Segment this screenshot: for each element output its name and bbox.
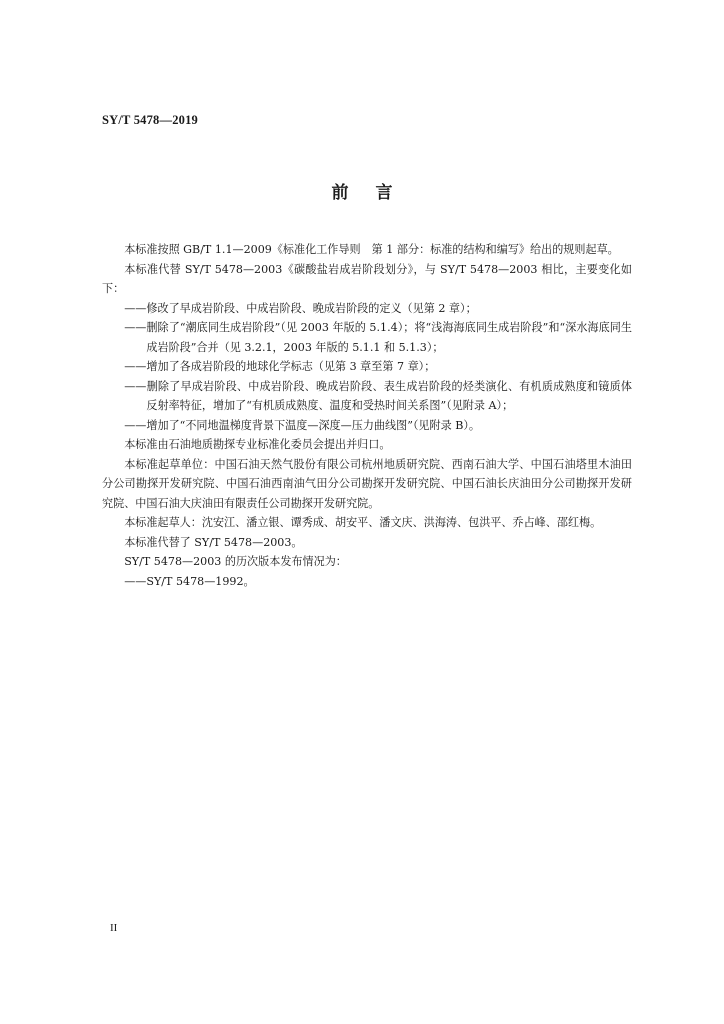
paragraph: SY/T 5478—2003 的历次版本发布情况为： bbox=[124, 555, 347, 568]
paragraph: 本标准按照 GB/T 1.1—2009《标准化工作导则 第 1 部分：标准的结构和编写》给出的规则起草。 bbox=[124, 243, 619, 256]
list-item: ——SY/T 5478—1992。 bbox=[124, 574, 255, 588]
list-item: ——删除了“潮底同生成岩阶段”（见 2003 年版的 5.1.4）；将“浅海海底同生成岩阶段”和“深水海底同生成岩阶段”合并（见 3.2.1，2003 年版的 5.1.1 和 5.1.3）； bbox=[124, 321, 632, 354]
page-number: II bbox=[110, 922, 118, 934]
page-title: 前言 bbox=[331, 183, 420, 203]
paragraph: 本标准代替 SY/T 5478—2003《碳酸盐岩成岩阶段划分》，与 SY/T 5478—2003 相比，主要变化如下： bbox=[102, 262, 632, 295]
paragraph: 本标准起草单位：中国石油天然气股份有限公司杭州地质研究院、西南石油大学、中国石油塔里木油田分公司勘探开发研究院、中国石油西南油气田分公司勘探开发研究院、中国石油长庆油田分公司勘探开发研究院、中国石油大庆油田有限责任公司勘探开发研究院。 bbox=[102, 457, 632, 510]
paragraph: 本标准代替了 SY/T 5478—2003。 bbox=[124, 535, 303, 549]
list-item: ——删除了早成岩阶段、中成岩阶段、晚成岩阶段、表生成岩阶段的烃类演化、有机质成熟度和镜质体反射率特征，增加了“有机质成熟度、温度和受热时间关系图”（见附录 A）； bbox=[124, 379, 632, 412]
paragraph: 本标准由石油地质勘探专业标准化委员会提出并归口。 bbox=[124, 438, 391, 451]
list-item: ——增加了各成岩阶段的地球化学标志（见第 3 章至第 7 章）； bbox=[124, 360, 436, 373]
list-item: ——增加了“不同地温梯度背景下温度—深度—压力曲线图”（见附录 B）。 bbox=[124, 418, 481, 432]
standard-code: SY/T 5478—2019 bbox=[102, 113, 198, 127]
paragraph: 本标准起草人：沈安江、潘立银、谭秀成、胡安平、潘文庆、洪海涛、包洪平、乔占峰、邵红梅。 bbox=[124, 516, 602, 529]
list-item: ——修改了早成岩阶段、中成岩阶段、晚成岩阶段的定义（见第 2 章）； bbox=[124, 301, 477, 315]
foreword-body bbox=[102, 240, 632, 591]
